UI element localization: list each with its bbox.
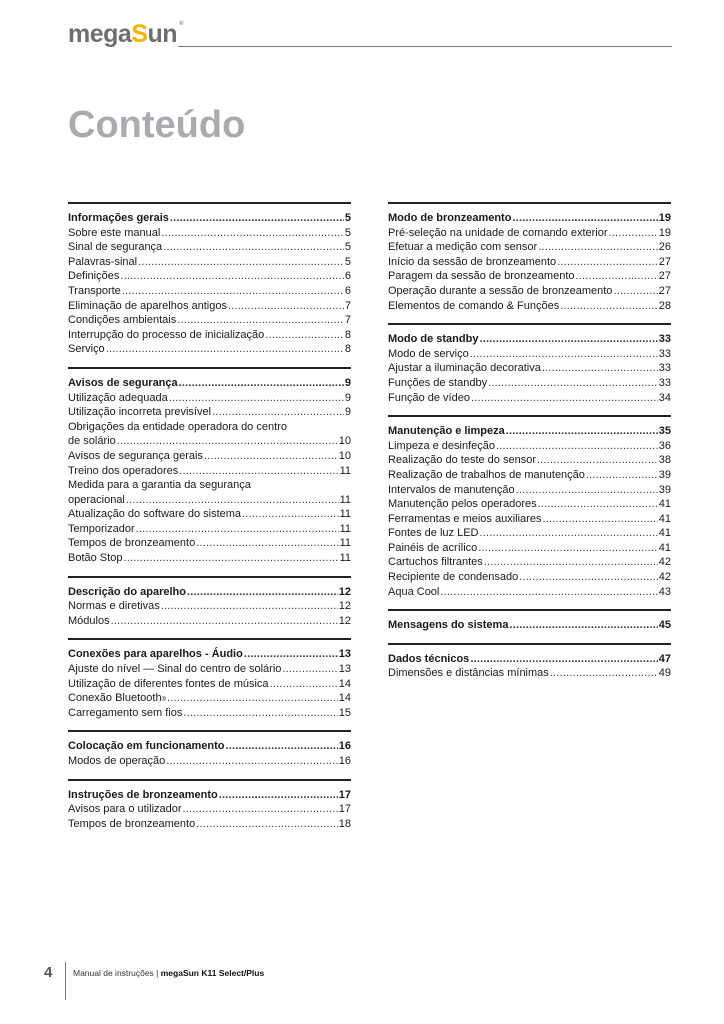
dot-leader (509, 618, 657, 633)
toc-section-heading[interactable] (68, 376, 351, 391)
toc-entry[interactable] (68, 507, 351, 522)
toc-entry[interactable] (68, 449, 351, 464)
toc-entry[interactable]: Conexão Bluetooth ® ..... 14 (68, 691, 351, 706)
dot-leader (242, 507, 339, 522)
toc-entry-label-line1[interactable]: Obrigações da entidade operadora do centro (68, 420, 287, 433)
toc-entry[interactable] (388, 361, 671, 376)
toc-entry-page: 10 (338, 435, 351, 448)
dot-leader (117, 434, 338, 449)
toc-section-heading[interactable] (68, 647, 351, 662)
toc-entry-label: Conexão Bluetooth (68, 692, 162, 705)
dot-leader (228, 299, 344, 314)
toc-left-column (68, 202, 351, 841)
dot-leader (609, 226, 658, 241)
toc-entry[interactable] (388, 483, 671, 498)
toc-entry-label: Funções de standby (388, 376, 488, 389)
toc-entry-page: 33 (658, 376, 671, 389)
toc-entry-page: 11 (339, 552, 351, 565)
toc-entry-page: 16 (338, 740, 351, 753)
toc-section (68, 367, 351, 566)
toc-entry[interactable] (68, 405, 351, 420)
toc-entry-page: 33 (658, 333, 671, 346)
toc-entry-page: 11 (339, 464, 351, 477)
dot-leader (136, 522, 339, 537)
dot-leader (478, 541, 657, 556)
toc-entry-page: 47 (658, 652, 671, 665)
toc-entry[interactable] (68, 706, 351, 721)
dot-leader (471, 391, 658, 406)
toc-entry-label: Instruções de bronzeamento (68, 788, 218, 801)
dot-leader (282, 662, 337, 677)
toc-entry-label: Avisos de segurança gerais (68, 449, 203, 462)
toc-entry-label: Utilização adequada (68, 391, 168, 404)
toc-entry-page: 39 (658, 468, 671, 481)
toc-entry-label: Transporte (68, 284, 121, 297)
dot-leader (179, 376, 344, 391)
toc-entry-page: 41 (658, 527, 671, 540)
dot-leader (479, 332, 657, 347)
header-divider (178, 46, 672, 47)
toc-entry-label: Sobre este manual (68, 226, 161, 239)
toc-entry[interactable] (388, 284, 671, 299)
toc-entry[interactable] (68, 299, 351, 314)
toc-section (388, 202, 671, 313)
dot-leader (166, 754, 338, 769)
toc-entry-page: 9 (344, 376, 351, 389)
toc-entry[interactable] (388, 512, 671, 527)
toc-entry-page: 14 (338, 692, 351, 705)
toc-entry[interactable] (68, 240, 351, 255)
dot-leader (557, 255, 658, 270)
toc-entry[interactable] (388, 347, 671, 362)
toc-entry-label: Dados técnicos (388, 652, 470, 665)
toc-section (68, 576, 351, 629)
toc-entry-page: 39 (658, 483, 671, 496)
dot-leader (106, 342, 344, 357)
toc-entry-label: Recipiente de condensado (388, 571, 519, 584)
dot-leader (244, 647, 338, 662)
toc-entry-label: Limpeza e desinfeção (388, 439, 496, 452)
toc-entry-label: Informações gerais (68, 212, 169, 224)
toc-entry-page: 14 (338, 677, 351, 690)
toc-section (388, 609, 671, 633)
toc-section (388, 323, 671, 405)
dot-leader (212, 405, 344, 420)
toc-entry-page: 10 (338, 449, 351, 462)
dot-leader (613, 284, 657, 299)
toc-entry-page: 49 (658, 667, 671, 680)
toc-entry-label: Avisos de segurança (68, 376, 178, 389)
footer-divider (65, 962, 66, 1000)
toc-entry[interactable] (68, 391, 351, 406)
logo-text-s: S (131, 20, 148, 48)
toc-entry-page: 11 (339, 522, 351, 535)
toc-entry-page: 12 (338, 600, 351, 613)
toc-entry-page: 27 (658, 284, 671, 297)
dot-leader (111, 614, 338, 629)
dot-leader (126, 493, 339, 508)
toc-entry-page: 35 (658, 425, 671, 438)
toc-entry[interactable] (388, 376, 671, 391)
toc-entry[interactable] (68, 434, 351, 449)
toc-entry-label: Temporizador (68, 522, 135, 535)
dot-leader (161, 599, 338, 614)
toc-section (68, 638, 351, 720)
toc-entry-label: Utilização incorreta previsível (68, 406, 212, 419)
toc-entry-page: 43 (658, 585, 671, 598)
toc-entry-page: 9 (344, 406, 351, 419)
toc-entry[interactable] (388, 439, 671, 454)
toc-entry-label: Dimensões e distâncias mínimas (388, 667, 549, 680)
toc-entry-label: Modos de operação (68, 755, 166, 767)
toc-entry-page: 8 (344, 343, 351, 356)
toc-entry[interactable] (68, 464, 351, 479)
toc-right-column (388, 202, 671, 691)
megasun-logo (68, 20, 184, 48)
toc-entry-label: Definições (68, 270, 120, 283)
toc-entry-page: 13 (338, 648, 351, 661)
toc-entry-label: Botão Stop (68, 552, 123, 565)
toc-entry-label: Ferramentas e meios auxiliares (388, 512, 542, 525)
toc-entry-page: 6 (344, 270, 351, 283)
toc-entry-page: 11 (339, 493, 351, 506)
toc-entry[interactable] (68, 754, 351, 769)
toc-entry[interactable] (388, 468, 671, 483)
dot-leader (196, 817, 338, 832)
toc-entry-page: 26 (658, 241, 671, 254)
toc-entry-page: 5 (344, 226, 351, 239)
toc-entry[interactable] (388, 255, 671, 270)
toc-entry-label: Serviço (68, 343, 105, 356)
dot-leader (123, 551, 338, 566)
toc-entry-label: Mensagens do sistema (388, 619, 509, 632)
toc-entry-label: Condições ambientais (68, 314, 177, 327)
toc-entry[interactable] (388, 585, 671, 600)
toc-entry-label: Avisos para o utilizador (68, 803, 182, 816)
toc-entry-page: 5 (344, 212, 351, 224)
toc-entry[interactable] (68, 255, 351, 270)
toc-entry[interactable] (68, 328, 351, 343)
toc-entry-label: de solário (68, 435, 116, 448)
toc-entry-page: 13 (338, 663, 351, 676)
toc-entry-label: Modo de serviço (388, 347, 469, 360)
footer-product-name: megaSun K11 Select/Plus (160, 968, 265, 978)
toc-entry-page: 6 (344, 284, 351, 297)
toc-section-heading[interactable] (388, 332, 671, 347)
toc-entry-page: 15 (338, 706, 351, 719)
toc-entry-label: Pré-seleção na unidade de comando exterior (388, 226, 608, 239)
toc-entry-label: Tempos de bronzeamento (68, 537, 196, 550)
toc-entry-label: Elementos de comando & Funções (388, 299, 560, 312)
toc-entry-page: 38 (658, 454, 671, 467)
dot-leader (177, 313, 344, 328)
toc-entry[interactable] (68, 284, 351, 299)
toc-entry-page: 8 (344, 328, 351, 341)
toc-entry-label: Tempos de bronzeamento (68, 817, 196, 830)
toc-entry[interactable] (68, 342, 351, 357)
toc-entry[interactable] (68, 662, 351, 677)
toc-entry-label: Manutenção pelos operadores (388, 498, 537, 511)
toc-entry-label: Início da sessão de bronzeamento (388, 255, 557, 268)
toc-entry[interactable] (68, 313, 351, 328)
dot-leader (516, 483, 658, 498)
toc-entry-label: Modo de standby (388, 333, 479, 346)
toc-entry-label: Normas e diretivas (68, 600, 160, 613)
logo-registered-mark: ® (179, 21, 184, 27)
dot-leader (542, 512, 657, 527)
toc-entry-page: 11 (339, 508, 351, 521)
toc-entry-page: 36 (658, 439, 671, 452)
toc-entry-label: Interrupção do processo de inicialização (68, 328, 265, 341)
toc-entry-label: Função de vídeo (388, 391, 470, 404)
toc-entry-label: Modo de bronzeamento (388, 212, 512, 224)
toc-entry-page: 18 (338, 817, 351, 830)
toc-section-heading[interactable] (68, 739, 351, 754)
toc-entry-page: 41 (658, 512, 671, 525)
toc-entry[interactable] (388, 570, 671, 585)
dot-leader (183, 802, 338, 817)
toc-entry-page: 41 (658, 498, 671, 511)
toc-entry-label: Módulos (68, 614, 110, 627)
toc-entry[interactable] (68, 614, 351, 629)
toc-entry-label: Palavras-sinal (68, 255, 138, 268)
dot-leader (225, 739, 337, 754)
dot-leader (161, 226, 344, 241)
toc-entry[interactable] (68, 493, 351, 508)
dot-leader (270, 677, 338, 692)
dot-leader (560, 299, 658, 314)
toc-entry-label: operacional (68, 493, 125, 506)
toc-entry-page: 42 (658, 556, 671, 569)
toc-entry[interactable] (68, 226, 351, 241)
toc-entry[interactable] (68, 269, 351, 284)
toc-entry-label: Intervalos de manutenção (388, 483, 515, 496)
toc-entry-page: 17 (338, 788, 351, 801)
dot-leader (204, 449, 338, 464)
toc-entry-page: 19 (658, 212, 671, 224)
dot-leader (542, 361, 658, 376)
toc-entry[interactable] (388, 226, 671, 241)
toc-entry-label: Ajustar a iluminação decorativa (388, 362, 541, 375)
dot-leader (480, 526, 658, 541)
toc-entry-page: 12 (338, 614, 351, 627)
toc-section-heading[interactable] (68, 788, 351, 803)
logo-text-un: un (147, 20, 178, 48)
toc-entry-page: 7 (344, 314, 351, 327)
toc-entry[interactable] (388, 453, 671, 468)
dot-leader (550, 666, 658, 681)
toc-entry-label: Realização de trabalhos de manutenção (388, 468, 585, 481)
toc-entry-page: 34 (658, 391, 671, 404)
toc-entry-label: Ajuste do nível — Sinal do centro de solário (68, 663, 282, 676)
toc-entry-label: Eliminação de aparelhos antigos (68, 299, 227, 312)
dot-leader (470, 347, 658, 362)
dot-leader (506, 424, 658, 439)
toc-section (388, 643, 671, 681)
dot-leader (488, 376, 658, 391)
footer-page-number: 4 (44, 964, 53, 981)
toc-section-heading[interactable] (388, 618, 671, 633)
toc-entry-label: Paragem da sessão de bronzeamento (388, 270, 575, 283)
toc-entry[interactable] (388, 555, 671, 570)
dot-leader (586, 468, 658, 483)
dot-leader (519, 570, 657, 585)
toc-entry-page: 11 (339, 537, 351, 550)
toc-section-heading[interactable] (388, 211, 671, 226)
page-title: Conteúdo (68, 104, 246, 146)
toc-entry-page: 5 (344, 255, 351, 268)
toc-section-heading[interactable] (68, 585, 351, 600)
toc-entry[interactable] (388, 541, 671, 556)
toc-entry-page: 42 (658, 571, 671, 584)
toc-entry-label: Operação durante a sessão de bronzeamento (388, 284, 613, 297)
toc-section (68, 202, 351, 357)
toc-entry-page: 5 (344, 241, 351, 254)
toc-entry-label: Fontes de luz LED (388, 527, 479, 540)
toc-entry-label: Sinal de segurança (68, 241, 163, 254)
dot-leader (163, 240, 344, 255)
dot-leader (265, 328, 344, 343)
dot-leader (484, 555, 658, 570)
toc-entry-label: Carregamento sem fios (68, 706, 183, 719)
toc-entry-label: Aqua Cool (388, 585, 440, 598)
toc-section (388, 415, 671, 599)
toc-section (68, 779, 351, 832)
toc-entry-label: Utilização de diferentes fontes de música (68, 677, 269, 690)
dot-leader (440, 585, 657, 600)
toc-entry[interactable] (68, 677, 351, 692)
dot-leader (576, 269, 658, 284)
toc-entry-label: Realização do teste do sensor (388, 454, 536, 467)
toc-entry-label: Descrição do aparelho (68, 585, 186, 598)
toc-entry-page: 33 (658, 347, 671, 360)
dot-leader (512, 211, 657, 226)
toc-section-heading[interactable] (68, 211, 351, 226)
dot-leader (138, 255, 344, 270)
dot-leader (538, 240, 658, 255)
dot-leader (167, 691, 338, 706)
toc-entry-label: Painéis de acrílico (388, 541, 478, 554)
toc-entry-page: 28 (658, 299, 671, 312)
logo-text-mega: mega (68, 20, 132, 48)
toc-entry-label: Efetuar a medição com sensor (388, 241, 538, 254)
dot-leader (120, 269, 344, 284)
dot-leader (196, 536, 338, 551)
toc-entry[interactable] (388, 526, 671, 541)
toc-entry-label-line1[interactable]: Medida para a garantia da segurança (68, 479, 251, 492)
toc-entry-label: Manutenção e limpeza (388, 425, 505, 438)
toc-entry-page: 7 (344, 299, 351, 312)
toc-entry-page: 16 (338, 755, 351, 767)
footer-manual-label: Manual de instruções | (73, 968, 161, 978)
toc-entry[interactable] (388, 666, 671, 681)
toc-entry[interactable] (388, 299, 671, 314)
toc-entry-page: 45 (658, 619, 671, 632)
toc-entry[interactable] (68, 551, 351, 566)
toc-entry-page: 27 (658, 270, 671, 283)
dot-leader (538, 497, 658, 512)
toc-section-heading[interactable] (388, 652, 671, 667)
toc-entry[interactable] (68, 817, 351, 832)
toc-entry[interactable] (388, 269, 671, 284)
toc-entry[interactable] (68, 522, 351, 537)
toc-entry[interactable] (388, 240, 671, 255)
dot-leader (122, 284, 344, 299)
toc-entry[interactable] (388, 497, 671, 512)
toc-entry[interactable] (68, 599, 351, 614)
toc-section-heading[interactable] (388, 424, 671, 439)
toc-entry-page: 12 (338, 585, 351, 598)
toc-entry-label: Colocação em funcionamento (68, 740, 225, 753)
toc-entry-label: Atualização do software do sistema (68, 508, 242, 521)
toc-entry-page: 33 (658, 362, 671, 375)
toc-section (68, 730, 351, 768)
toc-entry-label: Conexões para aparelhos - Áudio (68, 648, 243, 661)
toc-entry[interactable] (68, 536, 351, 551)
toc-entry-page: 41 (658, 541, 671, 554)
dot-leader (537, 453, 658, 468)
toc-entry-page: 19 (658, 226, 671, 239)
toc-entry-page: 9 (344, 391, 351, 404)
dot-leader (187, 585, 338, 600)
dot-leader (183, 706, 337, 721)
toc-entry-page: 27 (658, 255, 671, 268)
toc-entry-label: Treino dos operadores (68, 464, 179, 477)
toc-entry[interactable] (68, 802, 351, 817)
toc-entry-page: 17 (338, 803, 351, 816)
dot-leader (169, 391, 344, 406)
toc-entry-label: Cartuchos filtrantes (388, 556, 483, 569)
footer-text (73, 968, 264, 978)
dot-leader (496, 439, 658, 454)
toc-entry[interactable] (388, 391, 671, 406)
dot-leader (179, 464, 338, 479)
dot-leader (219, 788, 338, 803)
dot-leader (170, 211, 344, 226)
dot-leader (470, 652, 657, 667)
